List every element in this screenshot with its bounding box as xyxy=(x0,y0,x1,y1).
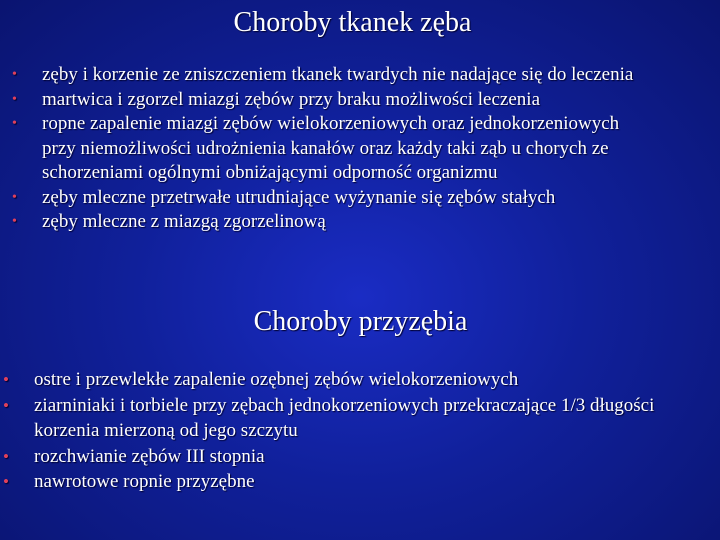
bullet-icon: • xyxy=(3,472,9,491)
list-item xyxy=(12,186,720,211)
section-title-periodontal-diseases: Choroby przyzębia xyxy=(253,306,468,337)
list-item-text: martwica i zgorzel miazgi zębów przy braku możliwości leczenia xyxy=(42,88,540,110)
list-item xyxy=(3,469,715,495)
list-item xyxy=(12,112,720,137)
tooth-diseases-list xyxy=(12,63,720,235)
list-item-text: ziarniniaki i torbiele przy zębach jednokorzeniowych przekraczające 1/3 długości korzenia mierzoną od jego szczytu xyxy=(34,394,655,441)
list-item-text: nawrotowe ropnie przyzębne xyxy=(34,471,255,492)
bullet-icon: • xyxy=(12,214,17,229)
bullet-icon: • xyxy=(3,446,9,466)
list-item xyxy=(3,393,715,444)
list-item xyxy=(12,63,720,88)
list-item-text: przy niemożliwości udrożnienia kanałów oraz każdy taki ząb u chorych ze xyxy=(42,137,609,159)
list-item-text: rozchwianie zębów III stopnia xyxy=(34,445,265,467)
bullet-icon: • xyxy=(12,116,17,131)
list-item xyxy=(3,444,715,470)
bullet-icon: • xyxy=(3,395,9,415)
list-item-text: zęby mleczne przetrwałe utrudniające wyżynanie się zębów stałych xyxy=(42,186,556,208)
list-item xyxy=(12,210,720,235)
list-item xyxy=(3,367,715,393)
list-item-text: zęby i korzenie ze zniszczeniem tkanek twardych nie nadające się do leczenia xyxy=(42,64,634,85)
bullet-icon: • xyxy=(12,67,17,82)
periodontal-diseases-list xyxy=(3,367,715,495)
list-item-text: ropne zapalenie miazgi zębów wielokorzeniowych oraz jednokorzeniowych xyxy=(42,113,620,134)
list-item-text: schorzeniami ogólnymi obniżającymi odporność organizmu xyxy=(42,162,498,183)
list-item-text: zęby mleczne z miazgą zgorzelinową xyxy=(42,211,326,232)
list-item-continuation xyxy=(12,137,720,162)
list-item xyxy=(12,88,720,113)
section-title-tooth-diseases: Choroby tkanek zęba xyxy=(233,7,472,38)
list-item-text: ostre i przewlekłe zapalenie ozębnej zębów wielokorzeniowych xyxy=(34,369,519,390)
bullet-icon: • xyxy=(3,370,9,389)
bullet-icon: • xyxy=(12,189,17,205)
bullet-icon: • xyxy=(12,91,17,107)
list-item-continuation xyxy=(12,161,720,186)
